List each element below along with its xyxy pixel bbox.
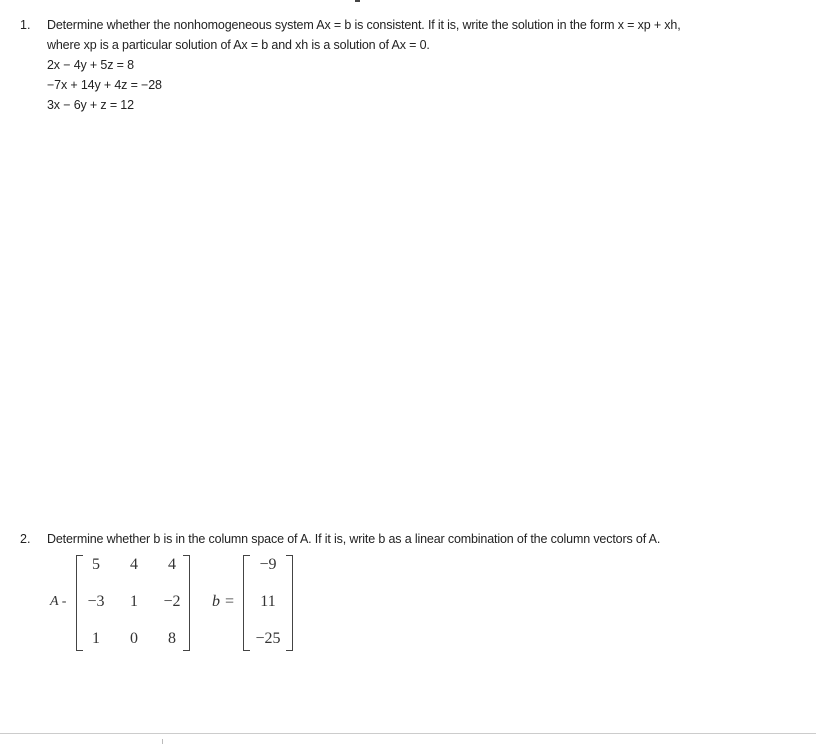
matrix-entry: 5 <box>92 556 100 573</box>
matrix-entry: 0 <box>130 630 138 647</box>
vector-b-label: b = <box>212 593 235 610</box>
left-bracket <box>243 555 250 651</box>
right-bracket <box>286 555 293 651</box>
problem-text: Determine whether the nonhomogeneous system Ax = b is consistent. If it is, write the solution in the form x = xp + xh, <box>47 18 681 32</box>
matrix-entry: 8 <box>168 630 176 647</box>
matrix-entry: 4 <box>130 556 138 573</box>
matrix-entry: −3 <box>87 593 105 610</box>
vector-entry: −9 <box>259 556 277 573</box>
ruler-tick <box>162 739 163 744</box>
problem-number: 1. <box>20 18 31 32</box>
page-divider <box>0 733 816 734</box>
problem-number: 2. <box>20 532 31 546</box>
equation: 2x − 4y + 5z = 8 <box>47 58 134 72</box>
problem-text: where xp is a particular solution of Ax = b and xh is a solution of Ax = 0. <box>47 38 430 52</box>
equation: −7x + 14y + 4z = −28 <box>47 78 162 92</box>
vector-entry: 11 <box>260 593 276 610</box>
matrix-entry: 1 <box>130 593 138 610</box>
matrix-entry: 1 <box>92 630 100 647</box>
equation: 3x − 6y + z = 12 <box>47 98 134 112</box>
matrix-entry: 4 <box>168 556 176 573</box>
vector-entry: −25 <box>255 630 281 647</box>
problem-text: Determine whether b is in the column space of A. If it is, write b as a linear combination of the column vectors of A. <box>47 532 661 546</box>
top-mark <box>355 0 360 2</box>
matrix-entry: −2 <box>163 593 181 610</box>
matrix-a-label: A - <box>50 594 67 609</box>
